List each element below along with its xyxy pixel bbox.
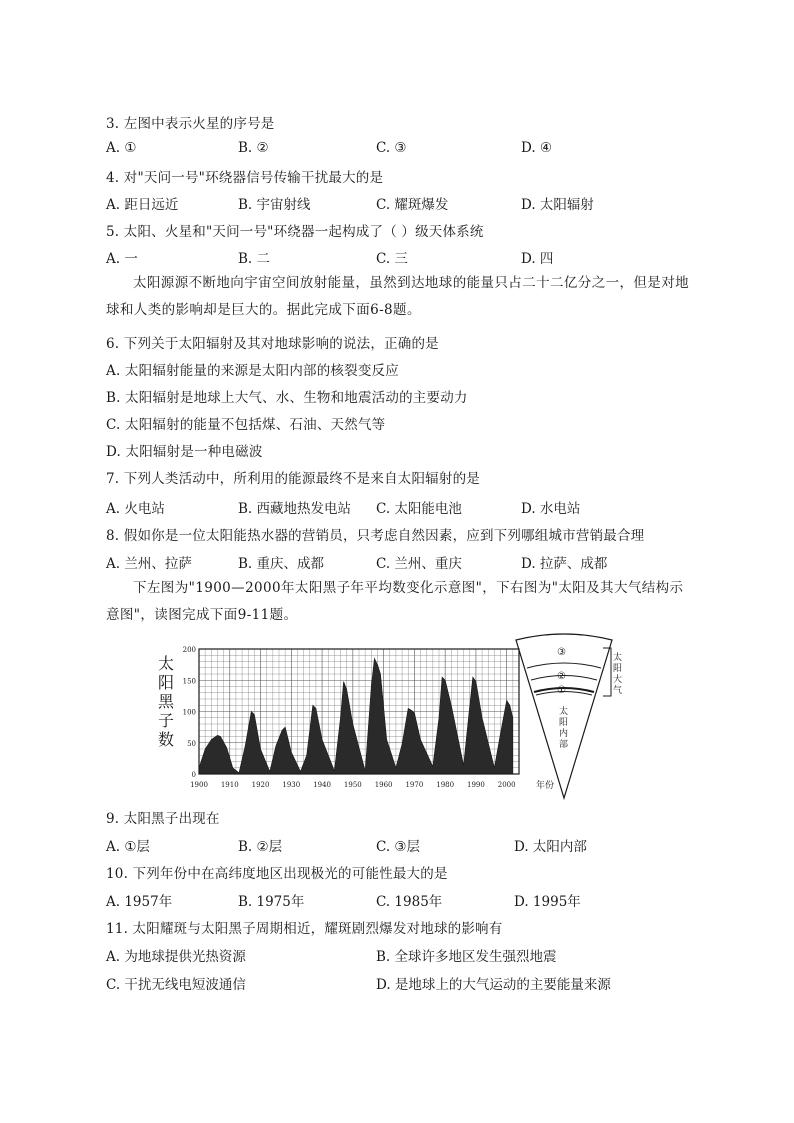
q11-option-c: C. 干扰无线电短波通信 xyxy=(106,977,246,993)
q8-option-b: B. 重庆、成都 xyxy=(238,556,325,572)
x-tick-labels xyxy=(190,781,516,789)
y-tick-label: 150 xyxy=(182,677,196,686)
q6-option-c: C. 太阳辐射的能量不包括煤、石油、天然气等 xyxy=(106,417,386,433)
vertical-label-char: 阳 xyxy=(559,718,569,728)
q7-option-d: D. 水电站 xyxy=(521,501,581,517)
layer-label-1: ① xyxy=(557,685,566,696)
vertical-label-char: 部 xyxy=(559,740,569,750)
q4-option-d: D. 太阳辐射 xyxy=(521,197,594,213)
y-axis-label-char: 子 xyxy=(158,711,175,730)
y-tick-label: 50 xyxy=(187,739,196,748)
vertical-label-char: 大 xyxy=(613,675,623,685)
q11-stem: 11. 太阳耀斑与太阳黑子周期相近，耀斑剧烈爆发对地球的影响有 xyxy=(106,921,503,937)
q6-stem: 6. 下列关于太阳辐射及其对地球影响的说法，正确的是 xyxy=(106,336,439,352)
y-axis-label xyxy=(158,654,175,749)
q3-option-c: C. ③ xyxy=(376,140,407,156)
q8-option-d: D. 拉萨、成都 xyxy=(521,556,608,572)
q8-option-a: A. 兰州、拉萨 xyxy=(106,556,192,572)
q9-option-a: A. ①层 xyxy=(106,839,150,855)
x-tick-label: 1930 xyxy=(282,781,301,789)
q4-option-c: C. 耀斑爆发 xyxy=(376,197,449,213)
q11-option-b: B. 全球许多地区发生强烈地震 xyxy=(376,949,557,965)
q4-stem: 4. 对"天问一号"环绕器信号传输干扰最大的是 xyxy=(106,170,384,186)
q4-option-a: A. 距日远近 xyxy=(106,197,179,213)
q6-option-a: A. 太阳辐射能量的来源是太阳内部的核裂变反应 xyxy=(106,363,399,379)
q7-option-b: B. 西藏地热发电站 xyxy=(238,501,352,517)
q3-option-a: A. ① xyxy=(106,140,137,156)
q4-option-b: B. 宇宙射线 xyxy=(238,197,311,213)
y-axis-label-char: 太 xyxy=(158,654,175,673)
q3-option-b: B. ② xyxy=(238,140,269,156)
q10-option-d: D. 1995年 xyxy=(514,894,581,910)
q7-option-a: A. 火电站 xyxy=(106,501,165,517)
x-tick-label: 1950 xyxy=(343,781,362,789)
y-tick-label: 0 xyxy=(191,771,196,779)
q7-stem: 7. 下列人类活动中，所利用的能源最终不是来自太阳辐射的是 xyxy=(106,471,480,487)
sun-atmosphere-label xyxy=(613,651,622,696)
sun-structure-diagram xyxy=(516,634,622,798)
y-tick-label: 200 xyxy=(182,646,196,654)
figure xyxy=(150,636,623,802)
q11-option-a: A. 为地球提供光热资源 xyxy=(106,949,246,965)
layer-label-3: ③ xyxy=(557,647,566,658)
y-axis-label-char: 数 xyxy=(158,730,175,749)
x-tick-label: 1970 xyxy=(405,781,424,789)
vertical-label-char: 太 xyxy=(613,653,623,663)
q9-option-c: C. ③层 xyxy=(376,839,421,855)
x-tick-label: 1990 xyxy=(467,781,485,789)
q9-option-d: D. 太阳内部 xyxy=(514,839,587,855)
q9-option-b: B. ②层 xyxy=(238,839,283,855)
q3-stem: 3. 左图中表示火星的序号是 xyxy=(106,116,275,132)
q11-option-d: D. 是地球上的大气运动的主要能量来源 xyxy=(376,977,611,993)
vertical-label-char: 内 xyxy=(559,729,569,739)
sunspot-area-series xyxy=(199,658,513,774)
y-axis-label-char: 黑 xyxy=(158,692,175,711)
vertical-label-char: 阳 xyxy=(613,664,623,674)
q8-stem: 8. 假如你是一位太阳能热水器的营销员，只考虑自然因素，应到下列哪组城市营销最合理 xyxy=(106,528,645,544)
y-axis-label-char: 阳 xyxy=(158,673,175,692)
x-axis-label: 年份 xyxy=(536,781,555,791)
q10-stem: 10. 下列年份中在高纬度地区出现极光的可能性最大的是 xyxy=(106,866,448,882)
x-tick-label: 1920 xyxy=(251,781,270,789)
q7-option-c: C. 太阳能电池 xyxy=(376,501,462,517)
q5-option-d: D. 四 xyxy=(521,251,554,267)
q6-option-d: D. 太阳辐射是一种电磁波 xyxy=(106,444,263,460)
q10-option-b: B. 1975年 xyxy=(238,894,305,910)
x-tick-label: 1910 xyxy=(220,781,239,789)
layer-boundary-outer xyxy=(527,663,601,668)
q8-option-c: C. 兰州、重庆 xyxy=(376,556,462,572)
vertical-label-char: 太 xyxy=(559,707,569,717)
x-tick-label: 1980 xyxy=(436,781,455,789)
q5-option-b: B. 二 xyxy=(238,251,271,267)
sunspot-chart xyxy=(158,646,554,791)
y-tick-labels xyxy=(183,646,196,779)
x-tick-label: 1900 xyxy=(190,781,208,789)
x-tick-label: 1940 xyxy=(313,781,331,789)
q10-option-a: A. 1957年 xyxy=(106,894,173,910)
q5-option-a: A. 一 xyxy=(106,251,138,267)
x-tick-label: 1960 xyxy=(374,781,393,789)
layer-label-2: ② xyxy=(557,671,566,682)
q5-option-c: C. 三 xyxy=(376,251,408,267)
sun-interior-label xyxy=(559,705,568,750)
passage-6-8: 太阳源源不断地向宇宙空间放射能量，虽然到达地球的能量只占二十二亿分之一，但是对地球和人类的影响却是巨大的。据此完成下面6-8题。 xyxy=(106,275,689,318)
x-tick-label: 2000 xyxy=(497,781,516,789)
vertical-label-char: 气 xyxy=(613,686,623,696)
q6-option-b: B. 太阳辐射是地球上大气、水、生物和地震活动的主要动力 xyxy=(106,390,468,406)
q10-option-c: C. 1985年 xyxy=(376,894,443,910)
y-tick-label: 100 xyxy=(182,708,196,717)
passage-9-11: 下左图为"1900—2000年太阳黑子年平均数变化示意图"，下右图为"太阳及其大气结构示意图"，读图完成下面9-11题。 xyxy=(106,580,684,623)
q9-stem: 9. 太阳黑子出现在 xyxy=(106,811,220,827)
q3-option-d: D. ④ xyxy=(521,140,553,156)
q5-stem: 5. 太阳、火星和"天问一号"环绕器一起构成了（ ）级天体系统 xyxy=(106,224,484,240)
